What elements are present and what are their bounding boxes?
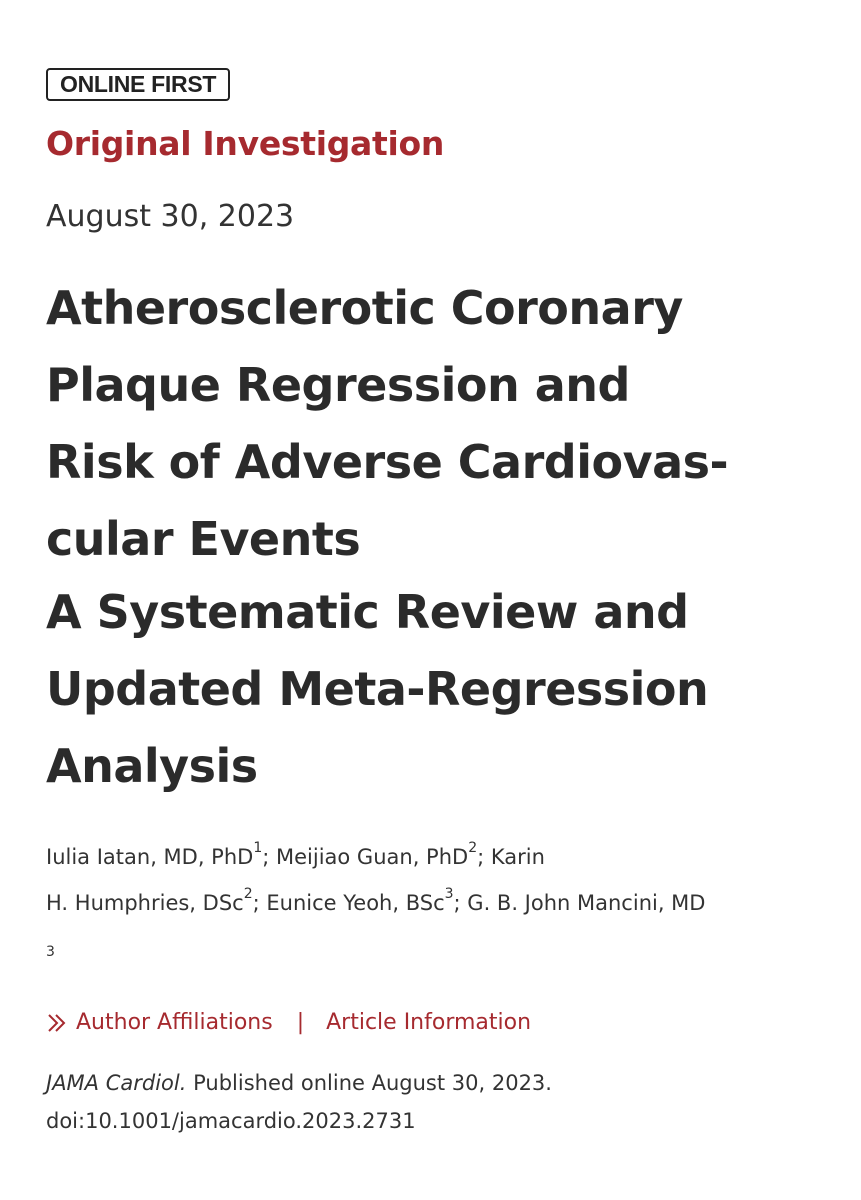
journal-name: JAMA Cardiol. xyxy=(46,1071,187,1095)
author-name[interactable]: ; G. B. John Mancini, MD xyxy=(453,891,706,915)
affiliation-marker: 3 xyxy=(444,886,454,902)
subtitle-line: Updated Meta-Regression xyxy=(46,662,709,716)
author-name[interactable]: Iulia Iatan, MD, PhD xyxy=(46,845,254,869)
citation-line xyxy=(46,1064,836,1102)
online-first-badge: ONLINE FIRST xyxy=(46,68,230,101)
title-line: Plaque Regression and xyxy=(46,358,630,412)
subtitle-line: Analysis xyxy=(46,739,258,793)
author-name[interactable]: ; Meijiao Guan, PhD xyxy=(262,845,469,869)
published-online: Published online August 30, 2023. xyxy=(186,1071,552,1095)
doi[interactable]: doi:10.1001/jamacardio.2023.2731 xyxy=(46,1109,416,1133)
title-line: Risk of Adverse Cardiovas- xyxy=(46,435,729,489)
author-name[interactable]: H. Humphries, DSc xyxy=(46,891,244,915)
title-line: Atherosclerotic Coronary xyxy=(46,281,683,335)
article-links xyxy=(46,1010,531,1035)
affiliation-marker: 1 xyxy=(253,840,263,856)
affiliation-marker: 2 xyxy=(468,840,478,856)
citation xyxy=(46,1064,836,1140)
title-line: cular Events xyxy=(46,512,361,566)
author-line xyxy=(46,880,836,926)
author-line xyxy=(46,926,836,972)
double-chevron-right-icon xyxy=(46,1012,68,1034)
publication-date: August 30, 2023 xyxy=(46,199,295,234)
affiliation-marker: 3 xyxy=(46,944,55,960)
link-separator: | xyxy=(296,1010,305,1035)
article-title xyxy=(46,270,836,578)
article-type[interactable]: Original Investigation xyxy=(46,124,445,163)
affiliation-marker: 2 xyxy=(243,886,253,902)
subtitle-line: A Systematic Review and xyxy=(46,585,689,639)
article-subtitle xyxy=(46,574,836,805)
author-name[interactable]: ; Karin xyxy=(477,845,545,869)
author-list xyxy=(46,834,836,972)
author-name[interactable]: ; Eunice Yeoh, BSc xyxy=(252,891,445,915)
author-affiliations-link[interactable]: Author Affiliations xyxy=(76,1010,273,1035)
author-line xyxy=(46,834,836,880)
article-information-link[interactable]: Article Information xyxy=(326,1010,532,1035)
